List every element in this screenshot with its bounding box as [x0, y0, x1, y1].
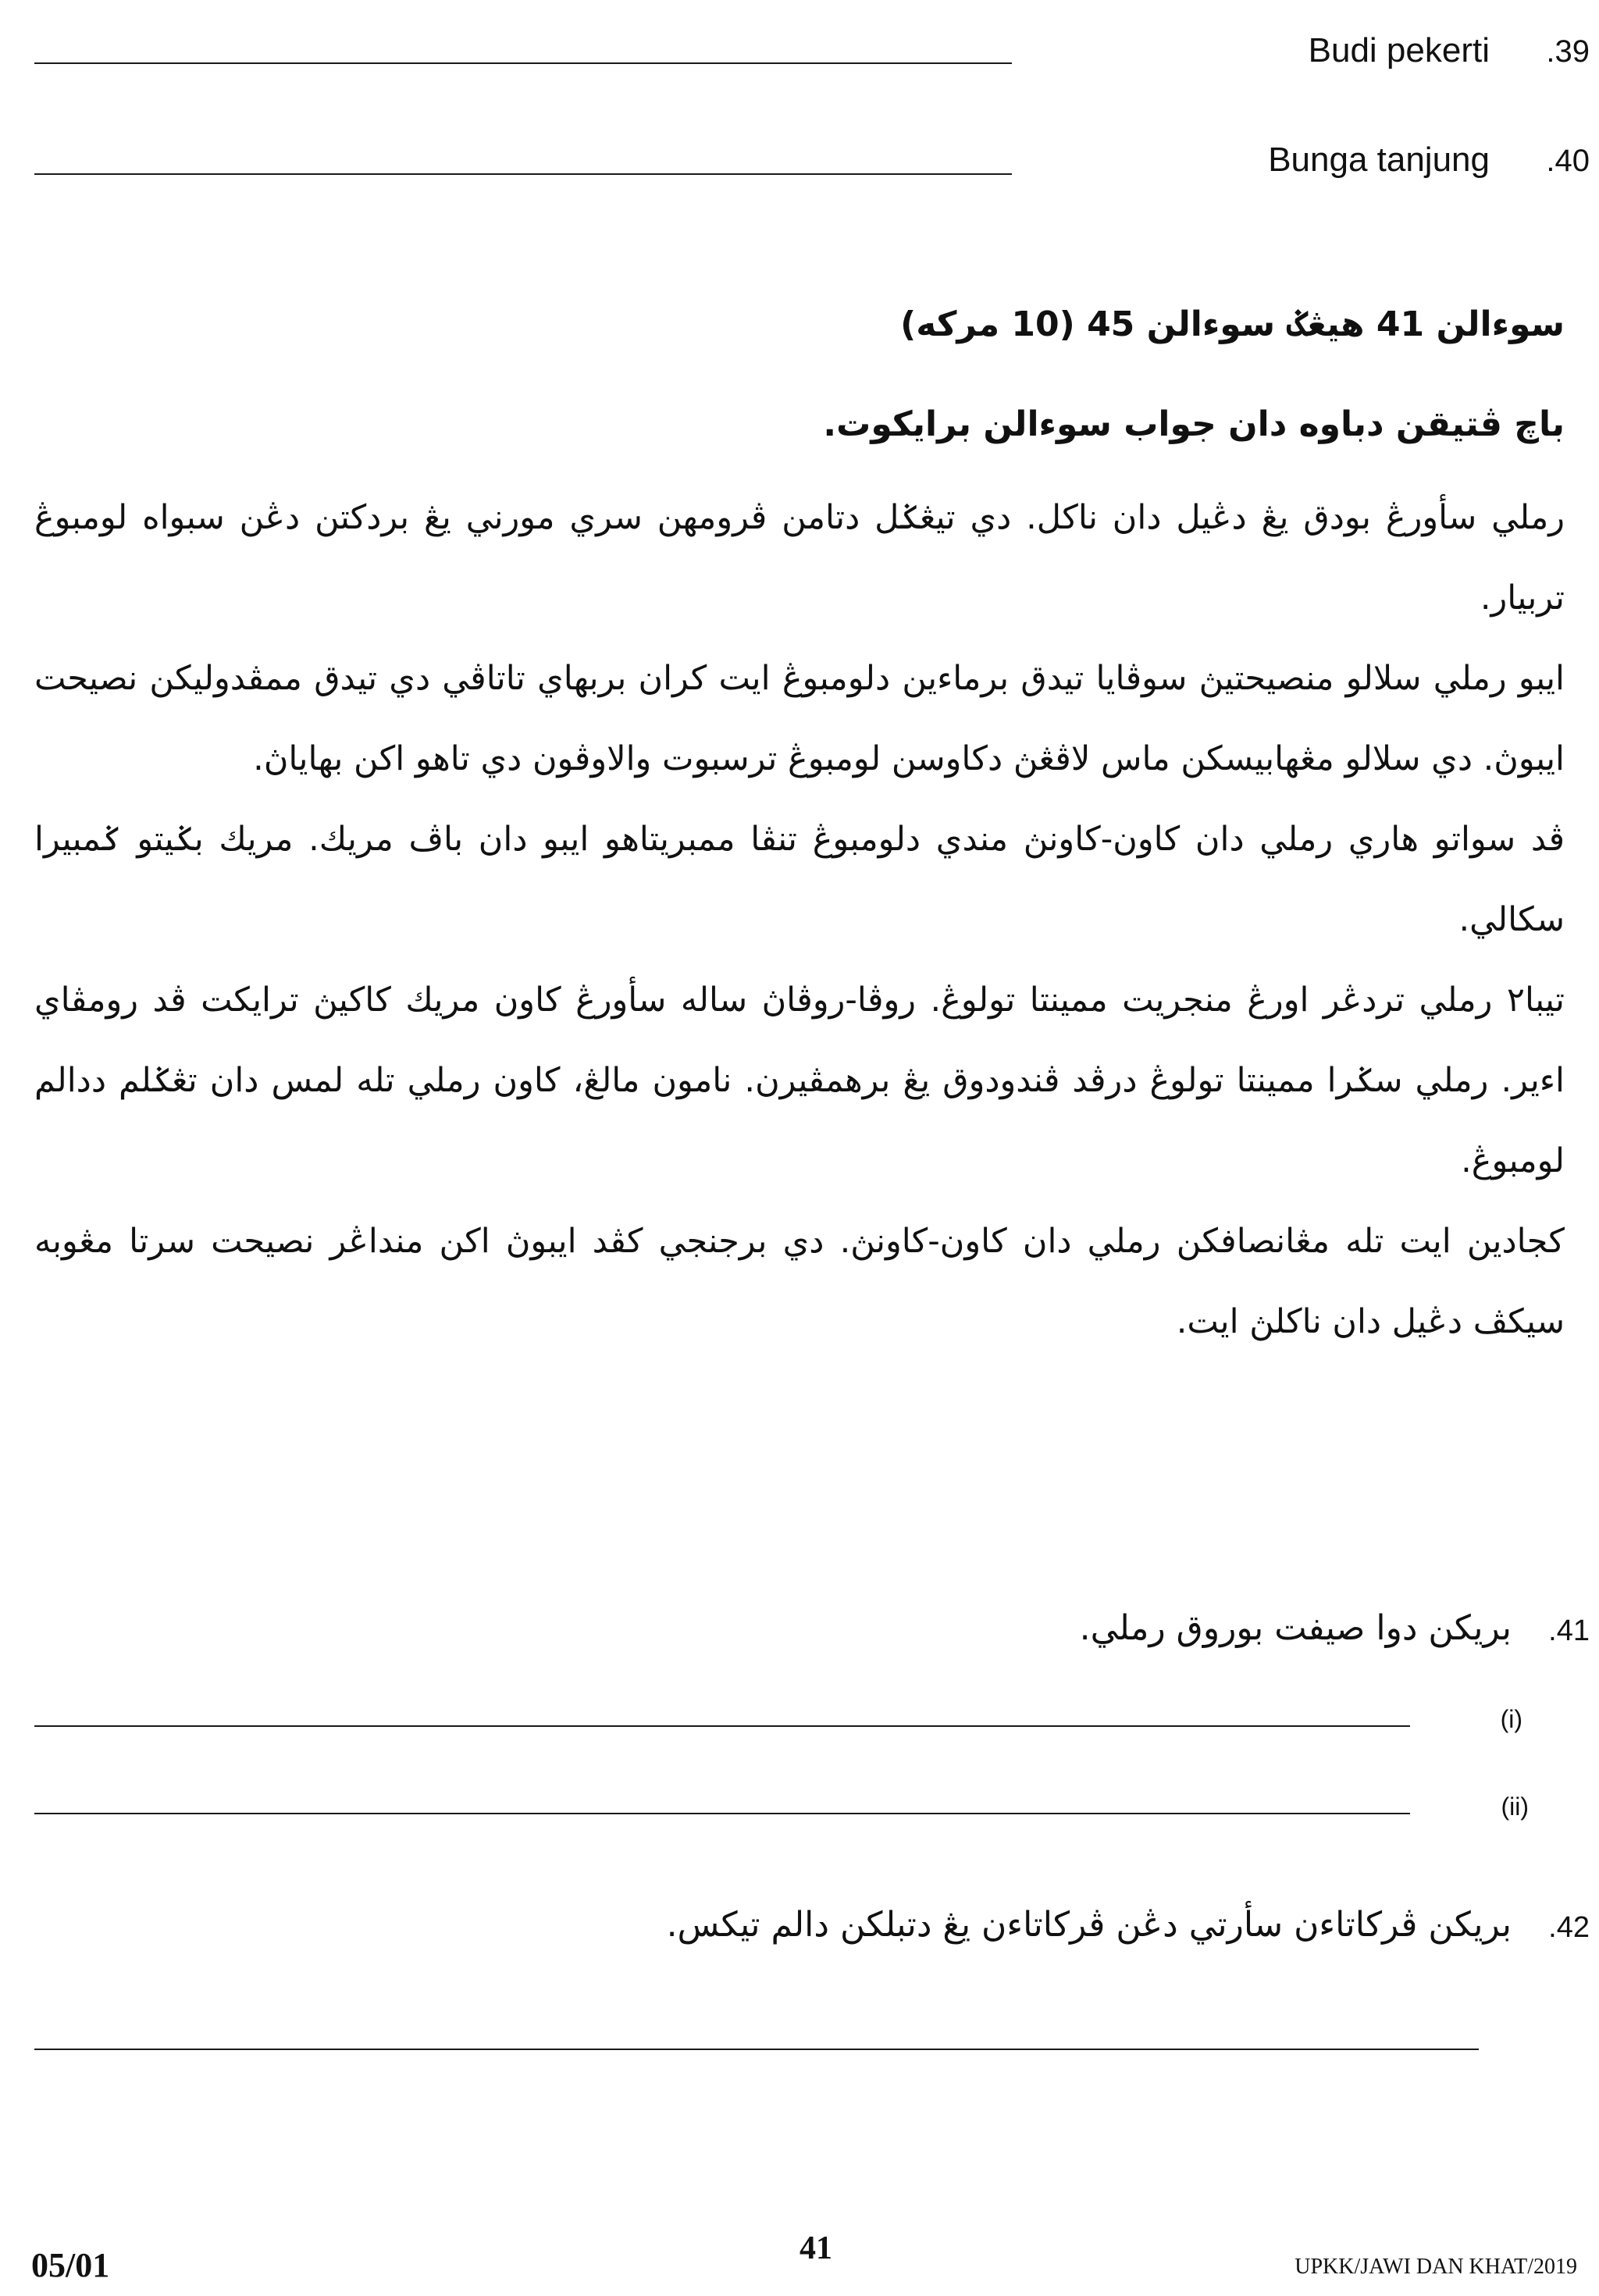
vocab-term-40: Bunga tanjung — [1268, 141, 1490, 179]
question-text-42: بريكن ڤركاتاءن سأرتي دڠن ڤركاتاءن يڠ دتبلكن دالم تيكس. — [666, 1905, 1512, 1945]
vocab-number-40: .40 — [1546, 144, 1590, 178]
question-number-42: .42 — [1548, 1911, 1590, 1944]
footer-page-number: 41 — [800, 2230, 832, 2266]
answer-line-40 — [34, 173, 1012, 175]
answer-line-41-ii[interactable] — [34, 1813, 1410, 1814]
passage-paragraph-4: تيبا٢ رملي تردڠر اورڠ منجريت ممينتا تولوڠ. روڤا-روڤاڽ ساله سأورڠ كاون مريك كاكيڽ ترايكت ڤد رومڤاي اءير. رملي سݢرا ممينتا تولوڠ درڤد ڤندودوق يڠ برهمڤيرن. نامون مالڠ، كاون رملي تله لمس دان تڠݢلم ددالم لومبوڠ. — [34, 981, 1565, 1180]
question-text-41: بريكن دوا صيفت بوروق رملي. — [1079, 1608, 1512, 1648]
footer-paper-code: 05/01 — [31, 2246, 110, 2284]
passage-paragraph-2: ايبو رملي سلالو منصيحتيڽ سوڤايا تيدق برماءين دلومبوڠ ايت كران بربهاي تاتاڤي دي تيدق ممڤدوليكن نصيحت ايبوڽ. دي سلالو مڠهابيسكن ماس لاڤڠڽ دكاوسن لومبوڠ ترسبوت والاوڤون دي تاهو اكن بهاياڽ. — [34, 659, 1565, 778]
section-title: سوءالن 41 هيڠݢ سوءالن 45 (10 مركه) — [900, 304, 1565, 344]
answer-label-41-i: (i) — [1500, 1705, 1522, 1733]
answer-line-41-i[interactable] — [34, 1725, 1410, 1727]
vocab-term-39: Budi pekerti — [1308, 31, 1490, 69]
section-instruction: باچ ڤتيقن دباوه دان جواب سوءالن برايكوت. — [823, 404, 1565, 444]
passage-paragraph-1: رملي سأورڠ بودق يڠ دڠيل دان ناكل. دي تيڠݢل دتامن ڤرومهن سري مورني يڠ بردكتن دڠن سبواه لومبوڠ تربيار. — [34, 498, 1565, 618]
reading-passage — [34, 478, 1565, 1362]
answer-line-42[interactable] — [34, 2049, 1479, 2050]
answer-label-41-ii: (ii) — [1501, 1792, 1529, 1821]
vocab-number-39: .39 — [1546, 34, 1590, 69]
passage-paragraph-3: ڤد سواتو هاري رملي دان كاون-كاونڽ مندي دلومبوڠ تنڤا ممبريتاهو ايبو دان باڤ مريك. مريك بݢيتو ݢمبيرا سكالي. — [34, 820, 1565, 939]
footer-exam-title: UPKK/JAWI DAN KHAT/2019 — [1295, 2255, 1577, 2279]
answer-line-39 — [34, 62, 1012, 64]
question-number-41: .41 — [1548, 1614, 1590, 1647]
passage-paragraph-5: كجادين ايت تله مڠانصافكن رملي دان كاون-كاونڽ. دي برجنجي كڤد ايبوڽ اكن منداڠر نصيحت سرتا مڠوبه سيكڤ دڠيل دان ناكلڽ ايت. — [34, 1222, 1565, 1341]
